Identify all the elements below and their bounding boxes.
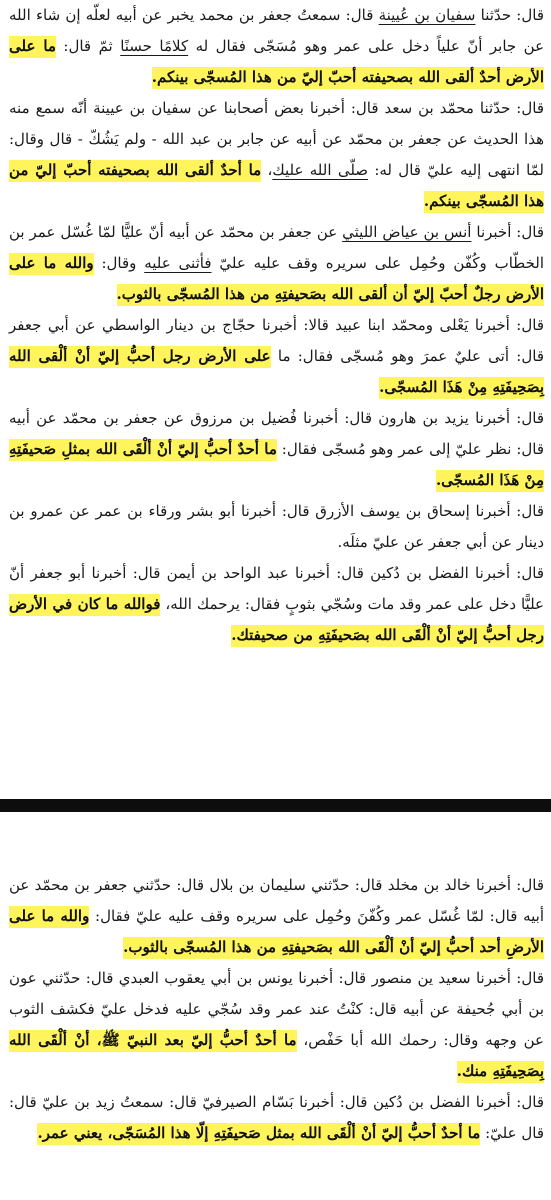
text-segment: قال: أخبرنا يَعْلى ومحمّد ابنا عبيد قالا: أخبرنا حجّاج بن دينار الواسطي عن أبي جعفر قال: أتى عليٌ عمرَ وهو مُسجّى فقال: ما [9,316,544,365]
page-separator [0,799,551,812]
text-segment: ، [261,161,273,179]
highlighted-text: والله ما على الأرضِ أحد أحبُّ إليّ أنْ ألْقَى الله بصَحيفتِهِ من هذا المُسجّى بالثوب. [9,906,544,959]
text-segment: قال: أخبرنا [471,223,544,241]
text-segment: عن جعفر بن محمّد عن أبيه أنّ عليًّا لمّا غُسّل عمر بن الخطّاب وكُفّن وحُمِل على سريره وقف عليه عليّ [9,223,545,272]
underlined-text: فأثنى عليه [144,254,212,272]
highlighted-text: فوالله ما كان في الأرض رجل أحبُّ إليّ أنْ ألْقَى الله بصَحيفَتِهِ من صحيفتك. [9,594,544,647]
highlighted-text: ما أحدٌ أحبُّ إليّ أنْ ألْقَى الله بمثلِ صَحيفَتِهِ مِنْ هَذَا المُسجّى. [9,439,544,492]
paragraph-8 [9,870,544,963]
highlighted-text: ما أحدٌ ألقى الله بصحيفته أحبّ إليّ من هذا المُسجّى بينكم. [9,160,544,213]
paragraph-10 [9,1087,544,1149]
text-segment: قال: أخبرنا إسحاق بن يوسف الأزرق قال: أخبرنا أبو بشر ورقاء بن عمر عن عمرو بن دينار عن أبي جعفر عن عليّ مثلَه. [9,502,544,551]
text-segment: ثمّ قال: [55,37,121,55]
paragraph-5 [9,403,544,496]
underlined-text: سفيان بن عُيينة [378,6,476,24]
text-segment: قال: حدّثنا [475,6,544,24]
paragraph-6 [9,496,544,558]
document-page-2 [0,870,551,1200]
text-segment: قال: أخبرنا الفضل بن دُكين قال: أخبرنا عبد الواحد بن أيمن قال: أخبرنا أبو جعفر أنّ عليًّا دخل على عمر وقد مات وسُجّي بثوبٍ فقال: يرحمك الله، [9,564,544,613]
highlighted-text: ما أحدٌ أحبُّ إليّ بعد النبيّ ﷺ، أنْ ألْقَى الله بِصَحِيفَتِهِ منك. [9,1030,544,1083]
text-segment: قال: أخبرنا يزيد بن هارون قال: أخبرنا فُضيل بن مرزوق عن جعفر بن محمّد عن أبيه قال: نظر عليّ إلى عمر وهو مُسجّى فقال: [9,409,545,458]
text-segment: قال: حدّثنا محمّد بن سعد قال: أخبرنا بعض أصحابنا عن سفيان بن عيينة أنّه سمع منه هذا الحديث عن جعفر بن محمّد عن أبيه عن جابر بن عبد الله - ولم يَشُكّ - قال وقال: لمّا انتهى إليه عليّ قال له: [9,99,544,179]
highlighted-text: ما أحدٌ أحبُّ إليّ أنْ ألْقَى الله بمثل صَحيفَتِهِ إلّا هذا المُسَجّى، يعني عمر. [37,1123,480,1145]
text-segment: قال: سمعتُ جعفر بن محمد يخبر عن أبيه لعلّه إن شاء الله عن جابر أنّ علياً دخل على عمر وهو مُسَجّى فقال له [9,6,545,55]
text-segment: قال: أخبرنا خالد بن مخلد قال: حدّثني سليمان بن بلال قال: حدّثني جعفر بن محمّد عن أبيه قال: لمّا غُسّل عمر وكُفّنَ وحُمِل على سريره وقف عليه عليّ فقال: [9,876,544,925]
highlighted-text: على الأرض رجل أحبُّ إليّ أنْ ألْقى الله بِصَحِيفَتِهِ مِنْ هَذَا المُسجّى. [9,346,544,399]
underlined-text: صلّى الله عليك [272,161,369,179]
highlighted-text: ما على الأرض أحدٌ ألقى الله بصحيفته أحبّ إليّ من هذا المُسجّى بينكم. [9,36,544,89]
underlined-text: أنس بن عياض الليثي [342,223,472,241]
paragraph-2 [9,93,544,217]
text-segment: قال: أخبرنا الفضل بن دُكين قال: أخبرنا بَسّام الصيرفيّ قال: سمعتُ زيد بن عليّ قال: قال عليّ: [9,1093,544,1142]
highlighted-text: والله ما على الأرض رجلٌ أحبّ إليّ أن ألقى الله بصَحيفتِهِ من هذا المُسجّى بالثوب. [9,253,544,306]
paragraph-4 [9,310,544,403]
paragraph-7 [9,558,544,651]
underlined-text: كلامًا حسنًا [120,37,189,55]
paragraph-3 [9,217,544,310]
paragraph-9 [9,963,544,1087]
text-segment: وقال: [93,254,145,272]
text-segment: قال: أخبرنا سعيد ين منصور قال: أخبرنا يونس بن أبي يعقوب العبدي قال: حدّثني عون بن أبي جُحيفة عن أبيه قال: كنْتُ عند عمر وقد سُجّي عليه فدخل عليّ فكشف الثوب عن وجهه وقال: رحمك الله أبا حَفْص، [9,969,544,1049]
paragraph-1 [9,0,544,93]
